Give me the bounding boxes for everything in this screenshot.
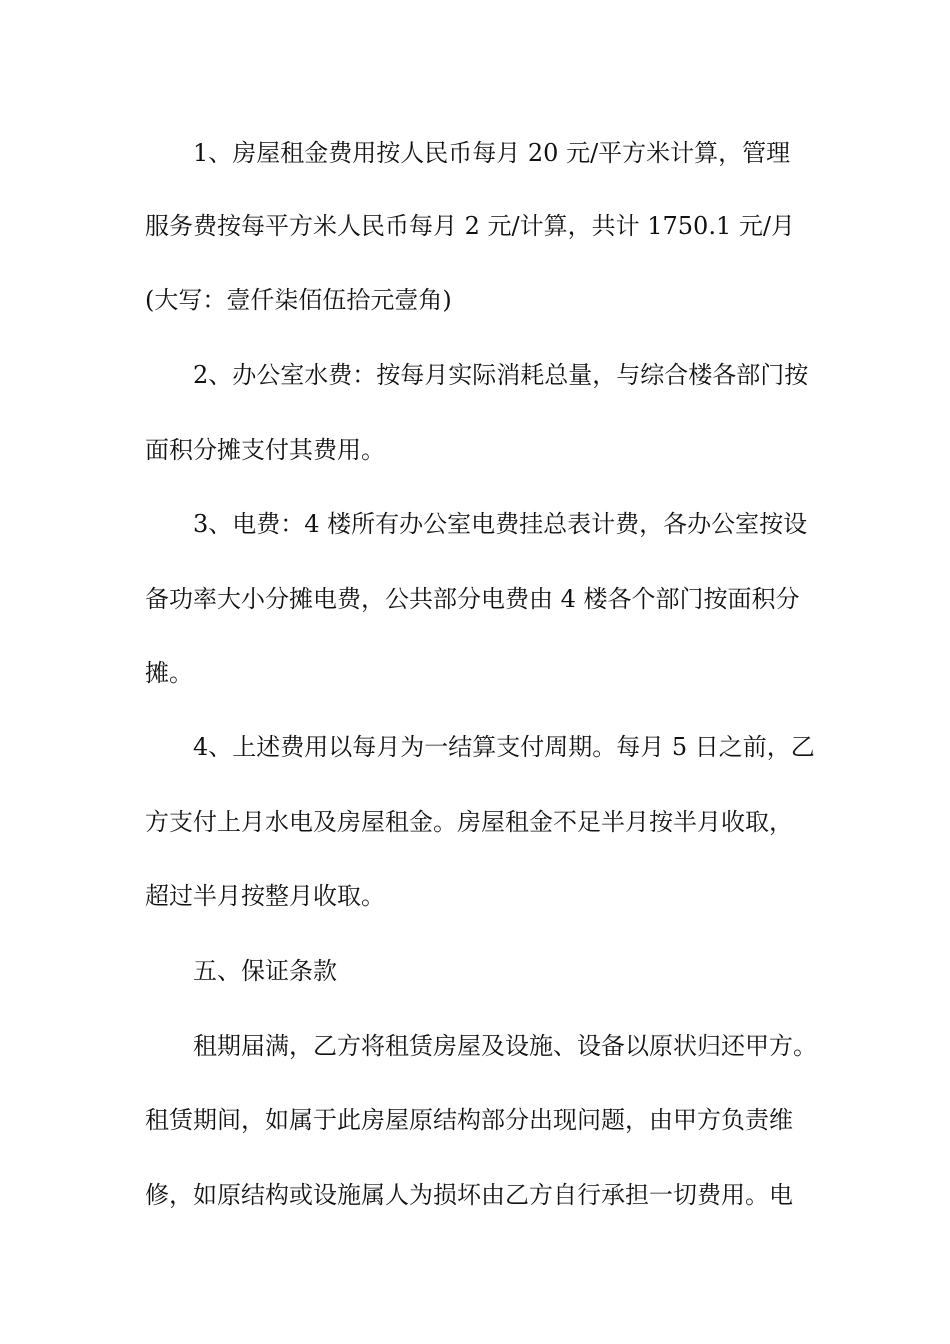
paragraph-line: 3、电费：4 楼所有办公室电费挂总表计费，各办公室按设 bbox=[193, 510, 808, 538]
paragraph-line: 1、房屋租金费用按人民币每月 20 元/平方米计算，管理 bbox=[193, 139, 791, 167]
section-heading: 五、保证条款 bbox=[193, 957, 337, 985]
paragraph-line: 超过半月按整月收取。 bbox=[145, 882, 385, 910]
paragraph-line: 摊。 bbox=[145, 659, 193, 687]
paragraph-line: (大写：壹仟柒佰伍拾元壹角) bbox=[145, 286, 452, 314]
paragraph-line: 4、上述费用以每月为一结算支付周期。每月 5 日之前，乙 bbox=[193, 733, 815, 761]
paragraph-line: 租期届满，乙方将租赁房屋及设施、设备以原状归还甲方。 bbox=[193, 1032, 817, 1060]
paragraph-line: 备功率大小分摊电费，公共部分电费由 4 楼各个部门按面积分 bbox=[145, 585, 800, 613]
paragraph-line: 服务费按每平方米人民币每月 2 元/计算，共计 1750.1 元/月 bbox=[145, 212, 795, 240]
paragraph-line: 修，如原结构或设施属人为损坏由乙方自行承担一切费用。电 bbox=[145, 1181, 793, 1209]
paragraph-line: 租赁期间，如属于此房屋原结构部分出现问题，由甲方负责维 bbox=[145, 1106, 793, 1134]
paragraph-line: 方支付上月水电及房屋租金。房屋租金不足半月按半月收取， bbox=[145, 808, 793, 836]
paragraph-line: 2、办公室水费：按每月实际消耗总量，与综合楼各部门按 bbox=[193, 361, 809, 389]
paragraph-line: 面积分摊支付其费用。 bbox=[145, 436, 385, 464]
